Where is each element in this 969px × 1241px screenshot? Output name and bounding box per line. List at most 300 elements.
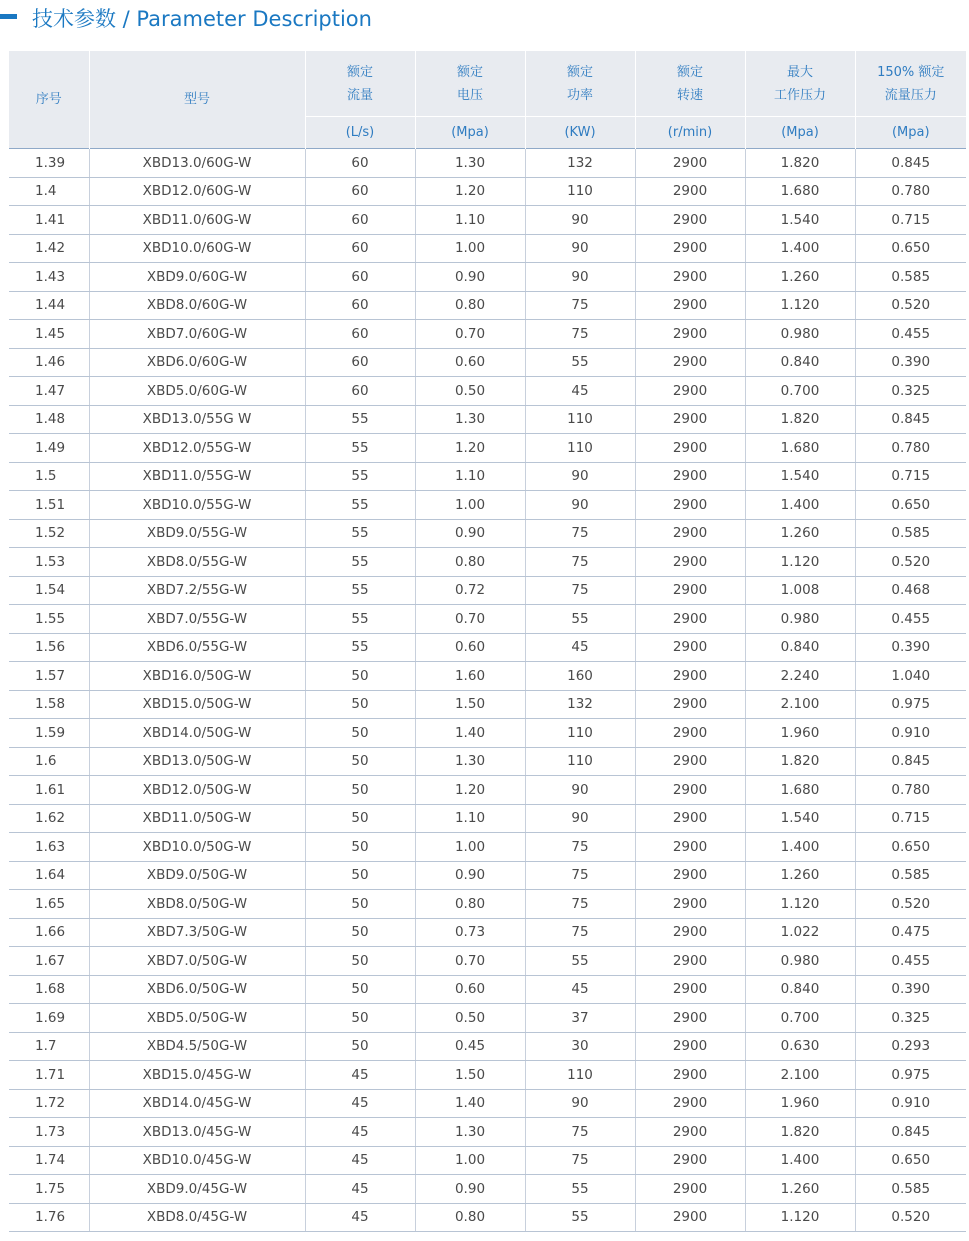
cell-model: XBD11.0/60G-W — [89, 206, 305, 235]
cell-max-pressure: 0.700 — [745, 1004, 855, 1033]
cell-rated-speed: 2900 — [635, 1118, 745, 1147]
cell-model: XBD6.0/60G-W — [89, 348, 305, 377]
header-line2: 流量压力 — [884, 87, 937, 103]
cell-rated-flow: 55 — [305, 633, 415, 662]
cell-rated-speed: 2900 — [635, 776, 745, 805]
table-row — [9, 576, 966, 605]
cell-seq: 1.42 — [9, 234, 89, 263]
cell-rated-power: 110 — [525, 747, 635, 776]
cell-150-flow-pressure: 0.455 — [855, 947, 966, 976]
cell-rated-power: 90 — [525, 263, 635, 292]
cell-max-pressure: 1.260 — [745, 263, 855, 292]
cell-rated-voltage: 1.30 — [415, 1118, 525, 1147]
cell-rated-voltage: 1.00 — [415, 234, 525, 263]
cell-150-flow-pressure: 0.585 — [855, 861, 966, 890]
cell-max-pressure: 1.260 — [745, 1175, 855, 1204]
cell-150-flow-pressure: 0.975 — [855, 690, 966, 719]
cell-max-pressure: 1.008 — [745, 576, 855, 605]
cell-150-flow-pressure: 0.293 — [855, 1032, 966, 1061]
cell-rated-voltage: 0.50 — [415, 377, 525, 406]
cell-model: XBD7.0/50G-W — [89, 947, 305, 976]
cell-model: XBD11.0/55G-W — [89, 462, 305, 491]
cell-rated-flow: 60 — [305, 348, 415, 377]
cell-rated-power: 55 — [525, 605, 635, 634]
cell-model: XBD8.0/60G-W — [89, 291, 305, 320]
cell-rated-flow: 60 — [305, 206, 415, 235]
cell-rated-power: 55 — [525, 947, 635, 976]
cell-rated-speed: 2900 — [635, 833, 745, 862]
cell-150-flow-pressure: 0.845 — [855, 747, 966, 776]
table-row — [9, 747, 966, 776]
cell-rated-power: 45 — [525, 377, 635, 406]
cell-150-flow-pressure: 0.520 — [855, 1203, 966, 1232]
table-row — [9, 206, 966, 235]
cell-max-pressure: 1.820 — [745, 747, 855, 776]
cell-rated-speed: 2900 — [635, 975, 745, 1004]
title-accent-bar — [0, 14, 17, 19]
cell-max-pressure: 1.540 — [745, 462, 855, 491]
unit-rated-speed: (r/min) — [635, 117, 745, 149]
cell-model: XBD9.0/45G-W — [89, 1175, 305, 1204]
cell-rated-flow: 55 — [305, 462, 415, 491]
table-row — [9, 1004, 966, 1033]
cell-rated-flow: 50 — [305, 833, 415, 862]
cell-rated-speed: 2900 — [635, 149, 745, 178]
cell-seq: 1.74 — [9, 1146, 89, 1175]
cell-rated-voltage: 1.20 — [415, 434, 525, 463]
cell-rated-speed: 2900 — [635, 1061, 745, 1090]
cell-model: XBD10.0/55G-W — [89, 491, 305, 520]
cell-150-flow-pressure: 0.455 — [855, 320, 966, 349]
cell-seq: 1.68 — [9, 975, 89, 1004]
cell-model: XBD11.0/50G-W — [89, 804, 305, 833]
cell-rated-voltage: 0.50 — [415, 1004, 525, 1033]
cell-rated-voltage: 1.10 — [415, 804, 525, 833]
cell-seq: 1.7 — [9, 1032, 89, 1061]
table-row — [9, 348, 966, 377]
cell-seq: 1.75 — [9, 1175, 89, 1204]
cell-rated-power: 90 — [525, 776, 635, 805]
cell-max-pressure: 0.980 — [745, 947, 855, 976]
cell-max-pressure: 1.820 — [745, 405, 855, 434]
cell-150-flow-pressure: 0.975 — [855, 1061, 966, 1090]
header-line2: 转速 — [676, 87, 703, 103]
table-row — [9, 177, 966, 206]
cell-rated-voltage: 1.40 — [415, 1089, 525, 1118]
header-line1: 150% 额定 — [877, 64, 945, 80]
cell-seq: 1.52 — [9, 519, 89, 548]
cell-150-flow-pressure: 0.715 — [855, 462, 966, 491]
cell-seq: 1.62 — [9, 804, 89, 833]
cell-seq: 1.46 — [9, 348, 89, 377]
cell-rated-flow: 60 — [305, 377, 415, 406]
cell-max-pressure: 1.120 — [745, 291, 855, 320]
cell-rated-flow: 50 — [305, 1032, 415, 1061]
header-line1: 额定 — [346, 64, 373, 80]
cell-rated-flow: 45 — [305, 1089, 415, 1118]
cell-rated-power: 75 — [525, 519, 635, 548]
cell-model: XBD14.0/50G-W — [89, 719, 305, 748]
cell-model: XBD5.0/60G-W — [89, 377, 305, 406]
cell-model: XBD9.0/60G-W — [89, 263, 305, 292]
cell-150-flow-pressure: 0.845 — [855, 405, 966, 434]
cell-max-pressure: 1.120 — [745, 548, 855, 577]
cell-rated-flow: 60 — [305, 149, 415, 178]
cell-model: XBD13.0/45G-W — [89, 1118, 305, 1147]
cell-rated-speed: 2900 — [635, 177, 745, 206]
cell-rated-power: 160 — [525, 662, 635, 691]
cell-rated-flow: 50 — [305, 890, 415, 919]
cell-max-pressure: 1.680 — [745, 177, 855, 206]
cell-rated-voltage: 1.30 — [415, 149, 525, 178]
cell-seq: 1.51 — [9, 491, 89, 520]
cell-seq: 1.59 — [9, 719, 89, 748]
table-row — [9, 833, 966, 862]
cell-seq: 1.43 — [9, 263, 89, 292]
cell-rated-speed: 2900 — [635, 804, 745, 833]
cell-seq: 1.41 — [9, 206, 89, 235]
table-row — [9, 975, 966, 1004]
cell-150-flow-pressure: 0.475 — [855, 918, 966, 947]
cell-rated-flow: 45 — [305, 1118, 415, 1147]
table-row — [9, 519, 966, 548]
table-row — [9, 1203, 966, 1232]
cell-rated-power: 75 — [525, 861, 635, 890]
cell-150-flow-pressure: 0.325 — [855, 1004, 966, 1033]
cell-model: XBD13.0/50G-W — [89, 747, 305, 776]
cell-max-pressure: 1.120 — [745, 1203, 855, 1232]
cell-rated-speed: 2900 — [635, 434, 745, 463]
parameter-table — [9, 51, 966, 1232]
cell-rated-flow: 50 — [305, 662, 415, 691]
header-max-pressure — [745, 51, 855, 117]
table-row — [9, 149, 966, 178]
cell-seq: 1.57 — [9, 662, 89, 691]
unit-rated-power: (KW) — [525, 117, 635, 149]
cell-rated-power: 75 — [525, 576, 635, 605]
cell-rated-speed: 2900 — [635, 633, 745, 662]
cell-rated-power: 110 — [525, 1061, 635, 1090]
unit-150-flow-pressure: (Mpa) — [855, 117, 966, 149]
cell-rated-flow: 50 — [305, 861, 415, 890]
cell-max-pressure: 1.960 — [745, 1089, 855, 1118]
cell-150-flow-pressure: 0.780 — [855, 177, 966, 206]
cell-rated-power: 75 — [525, 320, 635, 349]
cell-150-flow-pressure: 0.455 — [855, 605, 966, 634]
cell-rated-speed: 2900 — [635, 1175, 745, 1204]
cell-rated-flow: 50 — [305, 719, 415, 748]
cell-seq: 1.64 — [9, 861, 89, 890]
cell-150-flow-pressure: 1.040 — [855, 662, 966, 691]
header-line2: 功率 — [566, 87, 593, 103]
cell-max-pressure: 1.400 — [745, 833, 855, 862]
cell-model: XBD6.0/50G-W — [89, 975, 305, 1004]
cell-rated-speed: 2900 — [635, 918, 745, 947]
unit-max-pressure: (Mpa) — [745, 117, 855, 149]
cell-max-pressure: 2.100 — [745, 690, 855, 719]
cell-rated-speed: 2900 — [635, 947, 745, 976]
cell-rated-flow: 50 — [305, 690, 415, 719]
cell-150-flow-pressure: 0.520 — [855, 890, 966, 919]
cell-model: XBD8.0/45G-W — [89, 1203, 305, 1232]
cell-rated-voltage: 0.45 — [415, 1032, 525, 1061]
cell-max-pressure: 2.100 — [745, 1061, 855, 1090]
cell-rated-voltage: 0.80 — [415, 291, 525, 320]
cell-rated-speed: 2900 — [635, 747, 745, 776]
cell-rated-flow: 50 — [305, 975, 415, 1004]
cell-rated-power: 132 — [525, 690, 635, 719]
cell-rated-flow: 45 — [305, 1203, 415, 1232]
cell-rated-flow: 60 — [305, 291, 415, 320]
table-row — [9, 434, 966, 463]
cell-max-pressure: 1.400 — [745, 234, 855, 263]
table-row — [9, 633, 966, 662]
cell-150-flow-pressure: 0.390 — [855, 633, 966, 662]
cell-rated-voltage: 0.90 — [415, 263, 525, 292]
cell-150-flow-pressure: 0.585 — [855, 263, 966, 292]
cell-rated-speed: 2900 — [635, 861, 745, 890]
cell-rated-flow: 50 — [305, 918, 415, 947]
table-row — [9, 377, 966, 406]
cell-max-pressure: 1.400 — [745, 1146, 855, 1175]
cell-rated-power: 90 — [525, 462, 635, 491]
cell-150-flow-pressure: 0.845 — [855, 149, 966, 178]
unit-rated-flow: (L/s) — [305, 117, 415, 149]
header-rated-power — [525, 51, 635, 117]
cell-rated-voltage: 1.10 — [415, 206, 525, 235]
cell-rated-speed: 2900 — [635, 348, 745, 377]
cell-seq: 1.53 — [9, 548, 89, 577]
cell-150-flow-pressure: 0.650 — [855, 491, 966, 520]
cell-rated-voltage: 0.70 — [415, 605, 525, 634]
cell-rated-flow: 60 — [305, 320, 415, 349]
cell-rated-voltage: 0.80 — [415, 890, 525, 919]
cell-seq: 1.56 — [9, 633, 89, 662]
table-row — [9, 491, 966, 520]
cell-model: XBD8.0/55G-W — [89, 548, 305, 577]
cell-max-pressure: 1.960 — [745, 719, 855, 748]
cell-rated-power: 45 — [525, 975, 635, 1004]
cell-model: XBD9.0/55G-W — [89, 519, 305, 548]
cell-rated-speed: 2900 — [635, 1089, 745, 1118]
table-row — [9, 1061, 966, 1090]
cell-150-flow-pressure: 0.780 — [855, 434, 966, 463]
cell-rated-voltage: 0.60 — [415, 348, 525, 377]
cell-seq: 1.54 — [9, 576, 89, 605]
cell-rated-flow: 55 — [305, 548, 415, 577]
header-line2: 流量 — [346, 87, 373, 103]
table-row — [9, 1146, 966, 1175]
header-line1: 额定 — [676, 64, 703, 80]
cell-150-flow-pressure: 0.715 — [855, 804, 966, 833]
cell-max-pressure: 0.980 — [745, 320, 855, 349]
cell-rated-voltage: 1.30 — [415, 405, 525, 434]
cell-150-flow-pressure: 0.520 — [855, 291, 966, 320]
cell-rated-voltage: 0.73 — [415, 918, 525, 947]
cell-seq: 1.65 — [9, 890, 89, 919]
table-body — [9, 149, 966, 1232]
cell-seq: 1.45 — [9, 320, 89, 349]
cell-seq: 1.66 — [9, 918, 89, 947]
cell-max-pressure: 1.680 — [745, 434, 855, 463]
cell-150-flow-pressure: 0.650 — [855, 1146, 966, 1175]
cell-rated-flow: 55 — [305, 405, 415, 434]
cell-model: XBD13.0/55G W — [89, 405, 305, 434]
cell-rated-power: 75 — [525, 1146, 635, 1175]
cell-rated-speed: 2900 — [635, 377, 745, 406]
cell-max-pressure: 1.540 — [745, 206, 855, 235]
cell-rated-speed: 2900 — [635, 491, 745, 520]
cell-rated-voltage: 1.20 — [415, 776, 525, 805]
cell-seq: 1.47 — [9, 377, 89, 406]
cell-rated-power: 90 — [525, 804, 635, 833]
cell-150-flow-pressure: 0.585 — [855, 1175, 966, 1204]
table-row — [9, 405, 966, 434]
table-row — [9, 890, 966, 919]
table-row — [9, 548, 966, 577]
cell-rated-flow: 50 — [305, 747, 415, 776]
header-line1: 额定 — [456, 64, 483, 80]
cell-150-flow-pressure: 0.650 — [855, 833, 966, 862]
cell-rated-voltage: 0.90 — [415, 1175, 525, 1204]
table-row — [9, 776, 966, 805]
cell-rated-power: 90 — [525, 1089, 635, 1118]
table-row — [9, 861, 966, 890]
cell-model: XBD7.2/55G-W — [89, 576, 305, 605]
cell-model: XBD7.0/55G-W — [89, 605, 305, 634]
cell-max-pressure: 1.680 — [745, 776, 855, 805]
cell-rated-flow: 55 — [305, 519, 415, 548]
cell-rated-voltage: 1.00 — [415, 1146, 525, 1175]
cell-model: XBD12.0/55G-W — [89, 434, 305, 463]
cell-rated-speed: 2900 — [635, 605, 745, 634]
cell-150-flow-pressure: 0.390 — [855, 975, 966, 1004]
table-row — [9, 1089, 966, 1118]
cell-rated-speed: 2900 — [635, 1004, 745, 1033]
cell-seq: 1.48 — [9, 405, 89, 434]
cell-seq: 1.58 — [9, 690, 89, 719]
header-line2: 工作压力 — [773, 87, 826, 103]
table-row — [9, 234, 966, 263]
cell-rated-flow: 50 — [305, 1004, 415, 1033]
cell-rated-power: 90 — [525, 491, 635, 520]
cell-rated-voltage: 1.30 — [415, 747, 525, 776]
cell-rated-speed: 2900 — [635, 519, 745, 548]
cell-rated-speed: 2900 — [635, 291, 745, 320]
title-bar — [0, 0, 969, 40]
cell-model: XBD7.0/60G-W — [89, 320, 305, 349]
cell-150-flow-pressure: 0.468 — [855, 576, 966, 605]
cell-rated-power: 37 — [525, 1004, 635, 1033]
header-line1: 最大 — [786, 64, 813, 80]
cell-seq: 1.71 — [9, 1061, 89, 1090]
cell-150-flow-pressure: 0.715 — [855, 206, 966, 235]
cell-rated-power: 90 — [525, 206, 635, 235]
cell-max-pressure: 1.820 — [745, 149, 855, 178]
cell-rated-power: 75 — [525, 291, 635, 320]
cell-rated-power: 55 — [525, 1175, 635, 1204]
cell-rated-power: 75 — [525, 890, 635, 919]
cell-seq: 1.55 — [9, 605, 89, 634]
cell-model: XBD9.0/50G-W — [89, 861, 305, 890]
cell-rated-flow: 55 — [305, 491, 415, 520]
header-model: 型号 — [89, 51, 305, 149]
cell-model: XBD10.0/60G-W — [89, 234, 305, 263]
cell-seq: 1.44 — [9, 291, 89, 320]
header-rated-voltage — [415, 51, 525, 117]
table-row — [9, 690, 966, 719]
cell-model: XBD14.0/45G-W — [89, 1089, 305, 1118]
cell-rated-power: 132 — [525, 149, 635, 178]
cell-rated-flow: 55 — [305, 576, 415, 605]
cell-max-pressure: 0.840 — [745, 633, 855, 662]
cell-max-pressure: 0.700 — [745, 377, 855, 406]
table-row — [9, 918, 966, 947]
cell-rated-voltage: 1.20 — [415, 177, 525, 206]
cell-rated-speed: 2900 — [635, 405, 745, 434]
cell-model: XBD5.0/50G-W — [89, 1004, 305, 1033]
cell-150-flow-pressure: 0.845 — [855, 1118, 966, 1147]
cell-max-pressure: 0.980 — [745, 605, 855, 634]
cell-150-flow-pressure: 0.910 — [855, 719, 966, 748]
table-row — [9, 320, 966, 349]
table-row — [9, 462, 966, 491]
header-rated-flow — [305, 51, 415, 117]
cell-max-pressure: 0.630 — [745, 1032, 855, 1061]
cell-max-pressure: 1.120 — [745, 890, 855, 919]
cell-rated-flow: 45 — [305, 1175, 415, 1204]
cell-rated-flow: 60 — [305, 234, 415, 263]
cell-max-pressure: 1.820 — [745, 1118, 855, 1147]
cell-rated-voltage: 1.50 — [415, 1061, 525, 1090]
cell-seq: 1.63 — [9, 833, 89, 862]
cell-rated-speed: 2900 — [635, 1146, 745, 1175]
cell-seq: 1.5 — [9, 462, 89, 491]
cell-max-pressure: 1.260 — [745, 861, 855, 890]
cell-rated-speed: 2900 — [635, 890, 745, 919]
cell-rated-flow: 50 — [305, 947, 415, 976]
cell-rated-power: 55 — [525, 348, 635, 377]
cell-max-pressure: 0.840 — [745, 348, 855, 377]
table-row — [9, 263, 966, 292]
cell-150-flow-pressure: 0.910 — [855, 1089, 966, 1118]
cell-rated-speed: 2900 — [635, 206, 745, 235]
table-row — [9, 1118, 966, 1147]
cell-seq: 1.72 — [9, 1089, 89, 1118]
table-row — [9, 719, 966, 748]
cell-model: XBD4.5/50G-W — [89, 1032, 305, 1061]
cell-rated-power: 75 — [525, 918, 635, 947]
cell-rated-speed: 2900 — [635, 263, 745, 292]
cell-max-pressure: 1.540 — [745, 804, 855, 833]
cell-rated-voltage: 0.60 — [415, 633, 525, 662]
header-seq: 序号 — [9, 51, 89, 149]
cell-seq: 1.6 — [9, 747, 89, 776]
cell-rated-power: 45 — [525, 633, 635, 662]
cell-rated-voltage: 0.80 — [415, 548, 525, 577]
cell-rated-voltage: 0.72 — [415, 576, 525, 605]
cell-rated-voltage: 1.00 — [415, 833, 525, 862]
cell-seq: 1.4 — [9, 177, 89, 206]
cell-150-flow-pressure: 0.520 — [855, 548, 966, 577]
cell-rated-voltage: 1.60 — [415, 662, 525, 691]
cell-seq: 1.67 — [9, 947, 89, 976]
cell-seq: 1.61 — [9, 776, 89, 805]
cell-rated-voltage: 0.60 — [415, 975, 525, 1004]
cell-rated-voltage: 1.50 — [415, 690, 525, 719]
cell-model: XBD12.0/60G-W — [89, 177, 305, 206]
cell-model: XBD6.0/55G-W — [89, 633, 305, 662]
